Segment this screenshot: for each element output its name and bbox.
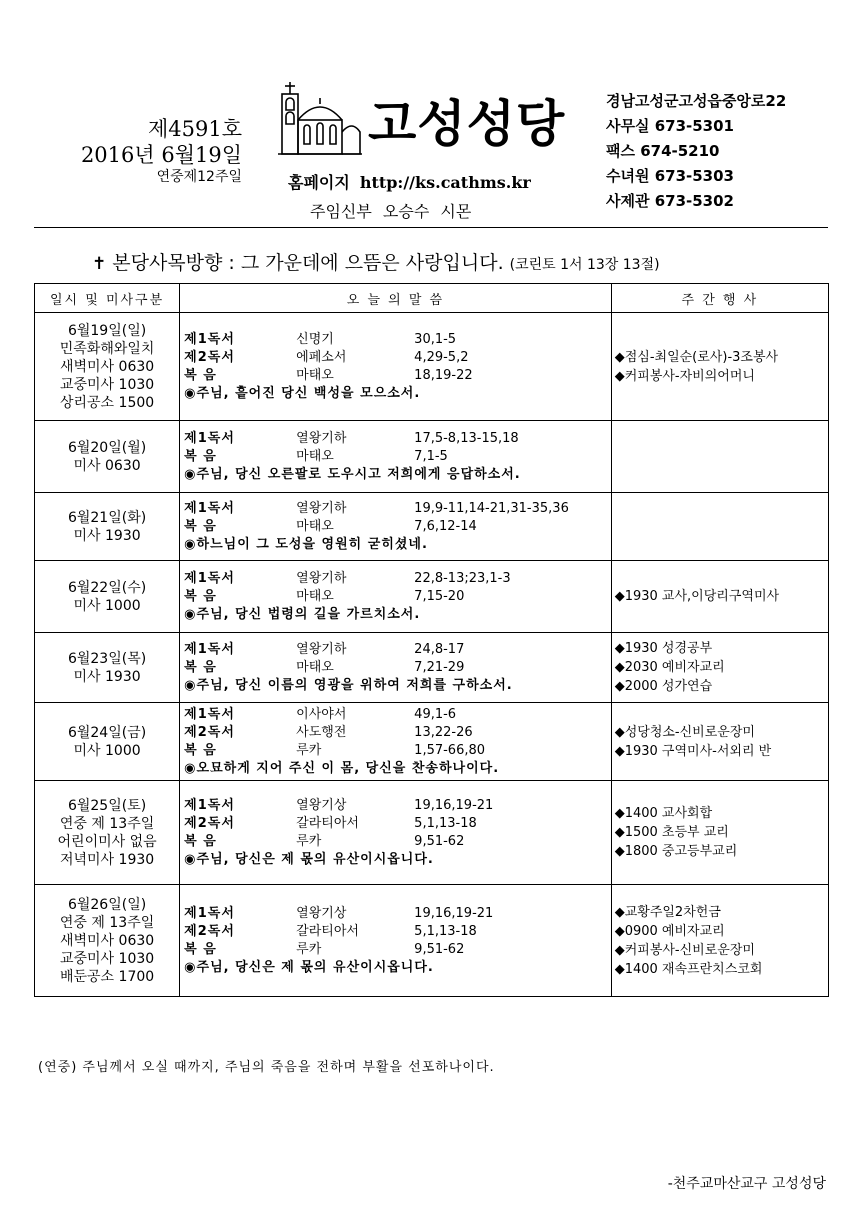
- reading-book: 마태오: [296, 659, 334, 675]
- table-row: [35, 421, 829, 493]
- reading-line: [184, 367, 611, 385]
- reading-label: 제1독서: [184, 331, 235, 347]
- day-service: 미사 1000: [73, 742, 141, 759]
- reading-verse: 1,57-66,80: [414, 742, 486, 758]
- homepage-url[interactable]: http://ks.cathms.kr: [359, 173, 531, 192]
- table-row: [35, 781, 829, 885]
- reading-book: 갈라티아서: [296, 923, 359, 939]
- memorial-acclamation: (연중) 주님께서 오실 때까지, 주님의 죽음을 전하며 부활을 선포하나이다.: [38, 1060, 495, 1075]
- event-item: ◆2030 예비자교리: [614, 660, 725, 675]
- day-cell: [35, 885, 180, 997]
- address: 경남고성군고성읍중앙로22: [606, 92, 787, 110]
- reading-line: [184, 641, 611, 659]
- reading-label: 제1독서: [184, 641, 235, 657]
- reading-label: 복 음: [184, 448, 217, 464]
- reading-book: 열왕기하: [296, 570, 347, 586]
- day-date: 6월20일(월): [67, 439, 147, 456]
- table-row: [35, 703, 829, 781]
- reading-book: 사도행전: [296, 724, 347, 740]
- reading-line: [184, 430, 611, 448]
- day-cell: [35, 633, 180, 703]
- day-service: 미사 1930: [73, 668, 141, 685]
- day-cell: [35, 781, 180, 885]
- events-cell: [611, 633, 828, 703]
- readings-cell: [180, 421, 612, 493]
- readings-cell: [180, 781, 612, 885]
- reading-label: 제2독서: [184, 815, 235, 831]
- psalm-response: ◉오묘하게 지어 주신 이 몸, 당신을 찬송하나이다.: [184, 760, 500, 776]
- events-cell: [611, 421, 828, 493]
- day-service: 미사 1000: [73, 597, 141, 614]
- day-service: 새벽미사 0630: [59, 932, 155, 949]
- event-item: ◆0900 예비자교리: [614, 923, 725, 939]
- reading-verse: 18,19-22: [414, 367, 473, 383]
- day-cell: [35, 493, 180, 561]
- reading-label: 복 음: [184, 659, 217, 675]
- event-item: ◆점심-최일순(로사)-3조봉사: [614, 349, 779, 365]
- reading-verse: 7,1-5: [414, 448, 448, 464]
- day-service: 미사 0630: [73, 457, 141, 474]
- events-cell: [611, 561, 828, 633]
- reading-label: 복 음: [184, 588, 217, 604]
- pastoral-motto: [92, 248, 660, 275]
- reading-line: [184, 500, 611, 518]
- day-date: 6월23일(목): [67, 650, 147, 667]
- reading-verse: 9,51-62: [414, 941, 465, 957]
- day-cell: [35, 313, 180, 421]
- day-service: 저녁미사 1930: [59, 851, 155, 868]
- reading-line: [184, 518, 611, 536]
- reading-line: [184, 833, 611, 851]
- event-item: ◆커피봉사-신비로운장미: [614, 942, 755, 958]
- table-row: [35, 885, 829, 997]
- reading-line: [184, 923, 611, 941]
- day-service: 교중미사 1030: [59, 376, 155, 393]
- reading-label: 제1독서: [184, 570, 235, 586]
- table-row: [35, 493, 829, 561]
- reading-line: [184, 570, 611, 588]
- reading-verse: 7,15-20: [414, 588, 465, 604]
- reading-line: [184, 448, 611, 466]
- reading-verse: 19,16,19-21: [414, 797, 494, 813]
- reading-label: 복 음: [184, 518, 217, 534]
- table-row: [35, 561, 829, 633]
- table-row: [35, 633, 829, 703]
- event-item: ◆1400 재속프란치스코회: [614, 961, 763, 977]
- table-row: [35, 313, 829, 421]
- day-service: 연중 제 13주일: [59, 815, 155, 832]
- event-item: ◆교황주일2차헌금: [614, 904, 721, 920]
- reading-book: 루카: [296, 941, 322, 957]
- header-divider: [34, 227, 828, 228]
- reading-book: 마태오: [296, 518, 334, 534]
- motto-text: 본당사목방향 : 그 가운데에 으뜸은 사랑입니다.: [112, 252, 504, 274]
- reading-label: 복 음: [184, 833, 217, 849]
- reading-verse: 9,51-62: [414, 833, 465, 849]
- reading-line: [184, 349, 611, 367]
- events-cell: [611, 885, 828, 997]
- weekly-schedule-table: [34, 283, 829, 997]
- day-cell: [35, 703, 180, 781]
- church-logo-icon: [276, 80, 364, 156]
- reading-label: 제1독서: [184, 500, 235, 516]
- reading-book: 열왕기상: [296, 797, 347, 813]
- psalm-response: ◉주님, 흩어진 당신 백성을 모으소서.: [184, 385, 421, 401]
- reading-verse: 5,1,13-18: [414, 815, 477, 831]
- day-date: 6월21일(화): [67, 509, 147, 526]
- homepage-line: [288, 170, 531, 193]
- day-service: 교중미사 1030: [59, 950, 155, 967]
- reading-book: 마태오: [296, 367, 334, 383]
- day-cell: [35, 421, 180, 493]
- events-cell: [611, 313, 828, 421]
- day-service: 새벽미사 0630: [59, 358, 155, 375]
- events-cell: [611, 703, 828, 781]
- day-service: 연중 제 13주일: [59, 914, 155, 931]
- reading-verse: 7,21-29: [414, 659, 465, 675]
- day-date: 6월22일(수): [67, 579, 147, 596]
- reading-line: [184, 331, 611, 349]
- event-item: ◆2000 성가연습: [614, 679, 713, 694]
- motto-reference: (코린토 1서 13장 13절): [509, 257, 660, 273]
- readings-cell: [180, 493, 612, 561]
- day-date: 6월26일(일): [67, 896, 147, 913]
- psalm-response: ◉주님, 당신 법령의 길을 가르치소서.: [184, 606, 421, 622]
- reading-book: 루카: [296, 833, 322, 849]
- reading-verse: 7,6,12-14: [414, 518, 477, 534]
- reading-line: [184, 706, 611, 724]
- reading-verse: 19,16,19-21: [414, 905, 494, 921]
- footer-diocese: -천주교마산교구 고성성당: [667, 1176, 826, 1192]
- reading-label: 제1독서: [184, 706, 235, 722]
- table-header-row: [35, 284, 829, 313]
- reading-verse: 17,5-8,13-15,18: [414, 430, 519, 446]
- issue-number: 제4591호: [147, 117, 242, 141]
- psalm-response: ◉주님, 당신은 제 몫의 유산이시옵니다.: [184, 959, 434, 975]
- day-service: 어린이미사 없음: [57, 833, 157, 850]
- day-service: 민족화해와일치: [59, 340, 155, 357]
- day-service: 배둔공소 1700: [59, 968, 155, 985]
- reading-verse: 13,22-26: [414, 724, 473, 740]
- psalm-response: ◉하느님이 그 도성을 영원히 굳히셨네.: [184, 536, 428, 552]
- header-events: 주 간 행 사: [611, 284, 828, 313]
- reading-verse: 30,1-5: [414, 331, 457, 347]
- reading-book: 갈라티아서: [296, 815, 359, 831]
- office-phone: 사무실 673-5301: [606, 117, 734, 135]
- reading-verse: 22,8-13;23,1-3: [414, 570, 511, 586]
- readings-cell: [180, 703, 612, 781]
- reading-label: 제1독서: [184, 905, 235, 921]
- day-service: 미사 1930: [73, 527, 141, 544]
- fax-number: 팩스 674-5210: [606, 142, 720, 160]
- reading-book: 루카: [296, 742, 322, 758]
- reading-line: [184, 905, 611, 923]
- reading-label: 제1독서: [184, 430, 235, 446]
- reading-verse: 4,29-5,2: [414, 349, 469, 365]
- readings-cell: [180, 313, 612, 421]
- reading-line: [184, 742, 611, 760]
- reading-book: 열왕기하: [296, 641, 347, 657]
- reading-book: 에페소서: [296, 349, 347, 365]
- event-item: ◆1930 교사,이당리구역미사: [614, 589, 780, 604]
- reading-line: [184, 815, 611, 833]
- pastor-name: 주임신부 오승수 시몬: [310, 202, 472, 221]
- events-cell: [611, 781, 828, 885]
- reading-verse: 49,1-6: [414, 706, 457, 722]
- reading-line: [184, 588, 611, 606]
- psalm-response: ◉주님, 당신 오른팔로 도우시고 저희에게 응답하소서.: [184, 466, 521, 482]
- day-service: 상리공소 1500: [59, 394, 155, 411]
- readings-cell: [180, 561, 612, 633]
- reading-label: 제1독서: [184, 797, 235, 813]
- reading-label: 제2독서: [184, 349, 235, 365]
- header-readings: 오 늘 의 말 씀: [180, 284, 612, 313]
- day-date: 6월24일(금): [67, 724, 147, 741]
- reading-label: 제2독서: [184, 923, 235, 939]
- reading-book: 열왕기상: [296, 905, 347, 921]
- reading-verse: 19,9-11,14-21,31-35,36: [414, 500, 569, 516]
- reading-book: 열왕기하: [296, 500, 347, 516]
- reading-line: [184, 797, 611, 815]
- reading-line: [184, 724, 611, 742]
- cross-icon: ✝: [92, 254, 107, 274]
- event-item: ◆1400 교사회합: [614, 806, 713, 821]
- reading-book: 마태오: [296, 588, 334, 604]
- day-date: 6월19일(일): [67, 322, 147, 339]
- day-cell: [35, 561, 180, 633]
- reading-book: 마태오: [296, 448, 334, 464]
- reading-book: 이사야서: [296, 706, 347, 722]
- event-item: ◆1800 중고등부교리: [614, 844, 738, 859]
- psalm-response: ◉주님, 당신은 제 몫의 유산이시옵니다.: [184, 851, 434, 867]
- homepage-label: 홈페이지: [288, 173, 350, 192]
- readings-cell: [180, 885, 612, 997]
- reading-line: [184, 659, 611, 677]
- reading-label: 제2독서: [184, 724, 235, 740]
- reading-label: 복 음: [184, 941, 217, 957]
- event-item: ◆성당청소-신비로운장미: [614, 724, 755, 740]
- convent-phone: 수녀원 673-5303: [606, 167, 734, 185]
- reading-verse: 5,1,13-18: [414, 923, 477, 939]
- reading-label: 복 음: [184, 367, 217, 383]
- header-datetime: 일시 및 미사구분: [35, 284, 180, 313]
- reading-book: 신명기: [296, 331, 334, 347]
- event-item: ◆1930 성경공부: [614, 641, 713, 656]
- event-item: ◆1500 초등부 교리: [614, 825, 729, 840]
- day-date: 6월25일(토): [67, 797, 147, 814]
- readings-cell: [180, 633, 612, 703]
- rectory-phone: 사제관 673-5302: [606, 192, 734, 210]
- bulletin-date: 2016년 6월19일: [80, 143, 242, 167]
- reading-label: 복 음: [184, 742, 217, 758]
- psalm-response: ◉주님, 당신 이름의 영광을 위하여 저희를 구하소서.: [184, 677, 513, 693]
- reading-book: 열왕기하: [296, 430, 347, 446]
- parish-title: 고성성당: [368, 94, 566, 153]
- event-item: ◆커피봉사-자비의어머니: [614, 368, 755, 384]
- event-item: ◆1930 구역미사-서외리 반: [614, 743, 772, 759]
- reading-line: [184, 941, 611, 959]
- liturgical-sunday: 연중제12주일: [156, 169, 242, 185]
- reading-verse: 24,8-17: [414, 641, 465, 657]
- events-cell: [611, 493, 828, 561]
